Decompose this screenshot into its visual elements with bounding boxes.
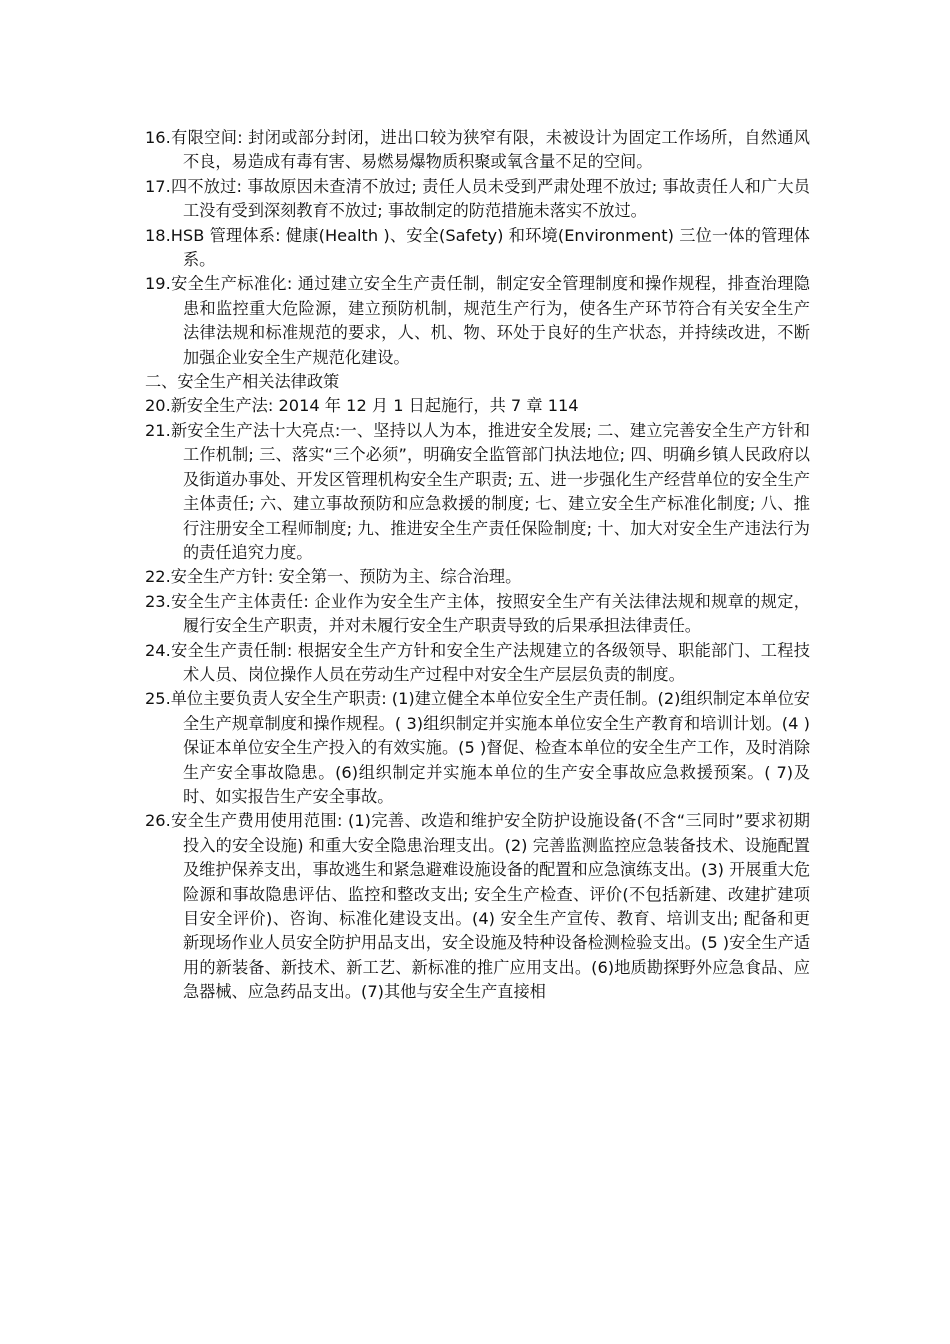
paragraph-16: 16.有限空间: 封闭或部分封闭，进出口较为狭窄有限，未被设计为固定工作场所，自然通风不良，易造成有毒有害、易燃易爆物质积聚或氧含量不足的空间。 — [145, 128, 810, 172]
document-body — [145, 126, 810, 1005]
section-heading-2: 二、安全生产相关法律政策 — [145, 372, 340, 392]
paragraph-19: 19.安全生产标准化: 通过建立安全生产责任制，制定安全管理制度和操作规程，排查治理隐患和监控重大危险源，建立预防机制，规范生产行为，使各生产环节符合有关安全生产法律法规和标准规范的要求，人、机、物、环处于良好的生产状态，并持续改进，不断加强企业安全生产规范化建设。 — [145, 274, 810, 367]
paragraph-20: 20.新安全生产法: 2014 年 12 月 1 日起施行，共 7 章 114 — [145, 396, 579, 416]
paragraph-18: 18.HSB 管理体系: 健康(Health )、安全(Safety) 和环境(Environment) 三位一体的管理体系。 — [145, 225, 810, 270]
paragraph-24: 24.安全生产责任制: 根据安全生产方针和安全生产法规建立的各级领导、职能部门、工程技术人员、岗位操作人员在劳动生产过程中对安全生产层层负责的制度。 — [145, 640, 810, 684]
paragraph-26: 26.安全生产费用使用范围: (1)完善、改造和维护安全防护设施设备(不含“三同时”要求初期投入的安全设施) 和重大安全隐患治理支出。(2) 完善监测监控应急装备技术、设施配置及维护保养支出，事故逃生和紧急避难设施设备的配置和应急演练支出。(3) 开展重大危险源和事故隐患评估、监控和整改支出; 安全生产检查、评价(不包括新建、改建扩建项目安全评价)、咨询、标准化建设支出。(4) 安全生产宣传、教育、培训支出; 配备和更新现场作业人员安全防护用品支出，安全设施及特种设备检测检验支出。(5 )安全生产适用的新装备、新技术、新工艺、新标准的推广应用支出。(6)地质勘探野外应急食品、应急器械、应急药品支出。(7)其他与安全生产直接相 — [145, 811, 811, 1002]
paragraph-25: 25.单位主要负责人安全生产职责: (1)建立健全本单位安全生产责任制。(2)组织制定本单位安全生产规章制度和操作规程。( 3)组织制定并实施本单位安全生产教育和培训计划。(4 )保证本单位安全生产投入的有效实施。(5 )督促、检查本单位的安全生产工作，及时消除生产安全事故隐患。(6)组织制定并实施本单位的生产安全事故应急救援预案。( 7)及时、如实报告生产安全事故。 — [145, 689, 811, 806]
paragraph-21: 21.新安全生产法十大亮点:一、坚持以人为本，推进安全发展; 二、建立完善安全生产方针和工作机制; 三、落实“三个必须”，明确安全监管部门执法地位; 四、明确乡镇人民政府以及街道办事处、开发区管理机构安全生产职责; 五、进一步强化生产经营单位的安全生产主体责任; 六、建立事故预防和应急救援的制度; 七、建立安全生产标准化制度; 八、推行注册安全工程师制度; 九、推进安全生产责任保险制度; 十、加大对安全生产违法行为的责任追究力度。 — [145, 420, 810, 562]
paragraph-23: 23.安全生产主体责任: 企业作为安全生产主体，按照安全生产有关法律法规和规章的规定，履行安全生产职责，并对未履行安全生产职责导致的后果承担法律责任。 — [145, 591, 810, 636]
paragraph-22: 22.安全生产方针: 安全第一、预防为主、综合治理。 — [145, 567, 522, 587]
paragraph-17: 17.四不放过: 事故原因未查清不放过; 责任人员未受到严肃处理不放过; 事故责任人和广大员工没有受到深刻教育不放过; 事故制定的防范措施未落实不放过。 — [145, 176, 810, 221]
